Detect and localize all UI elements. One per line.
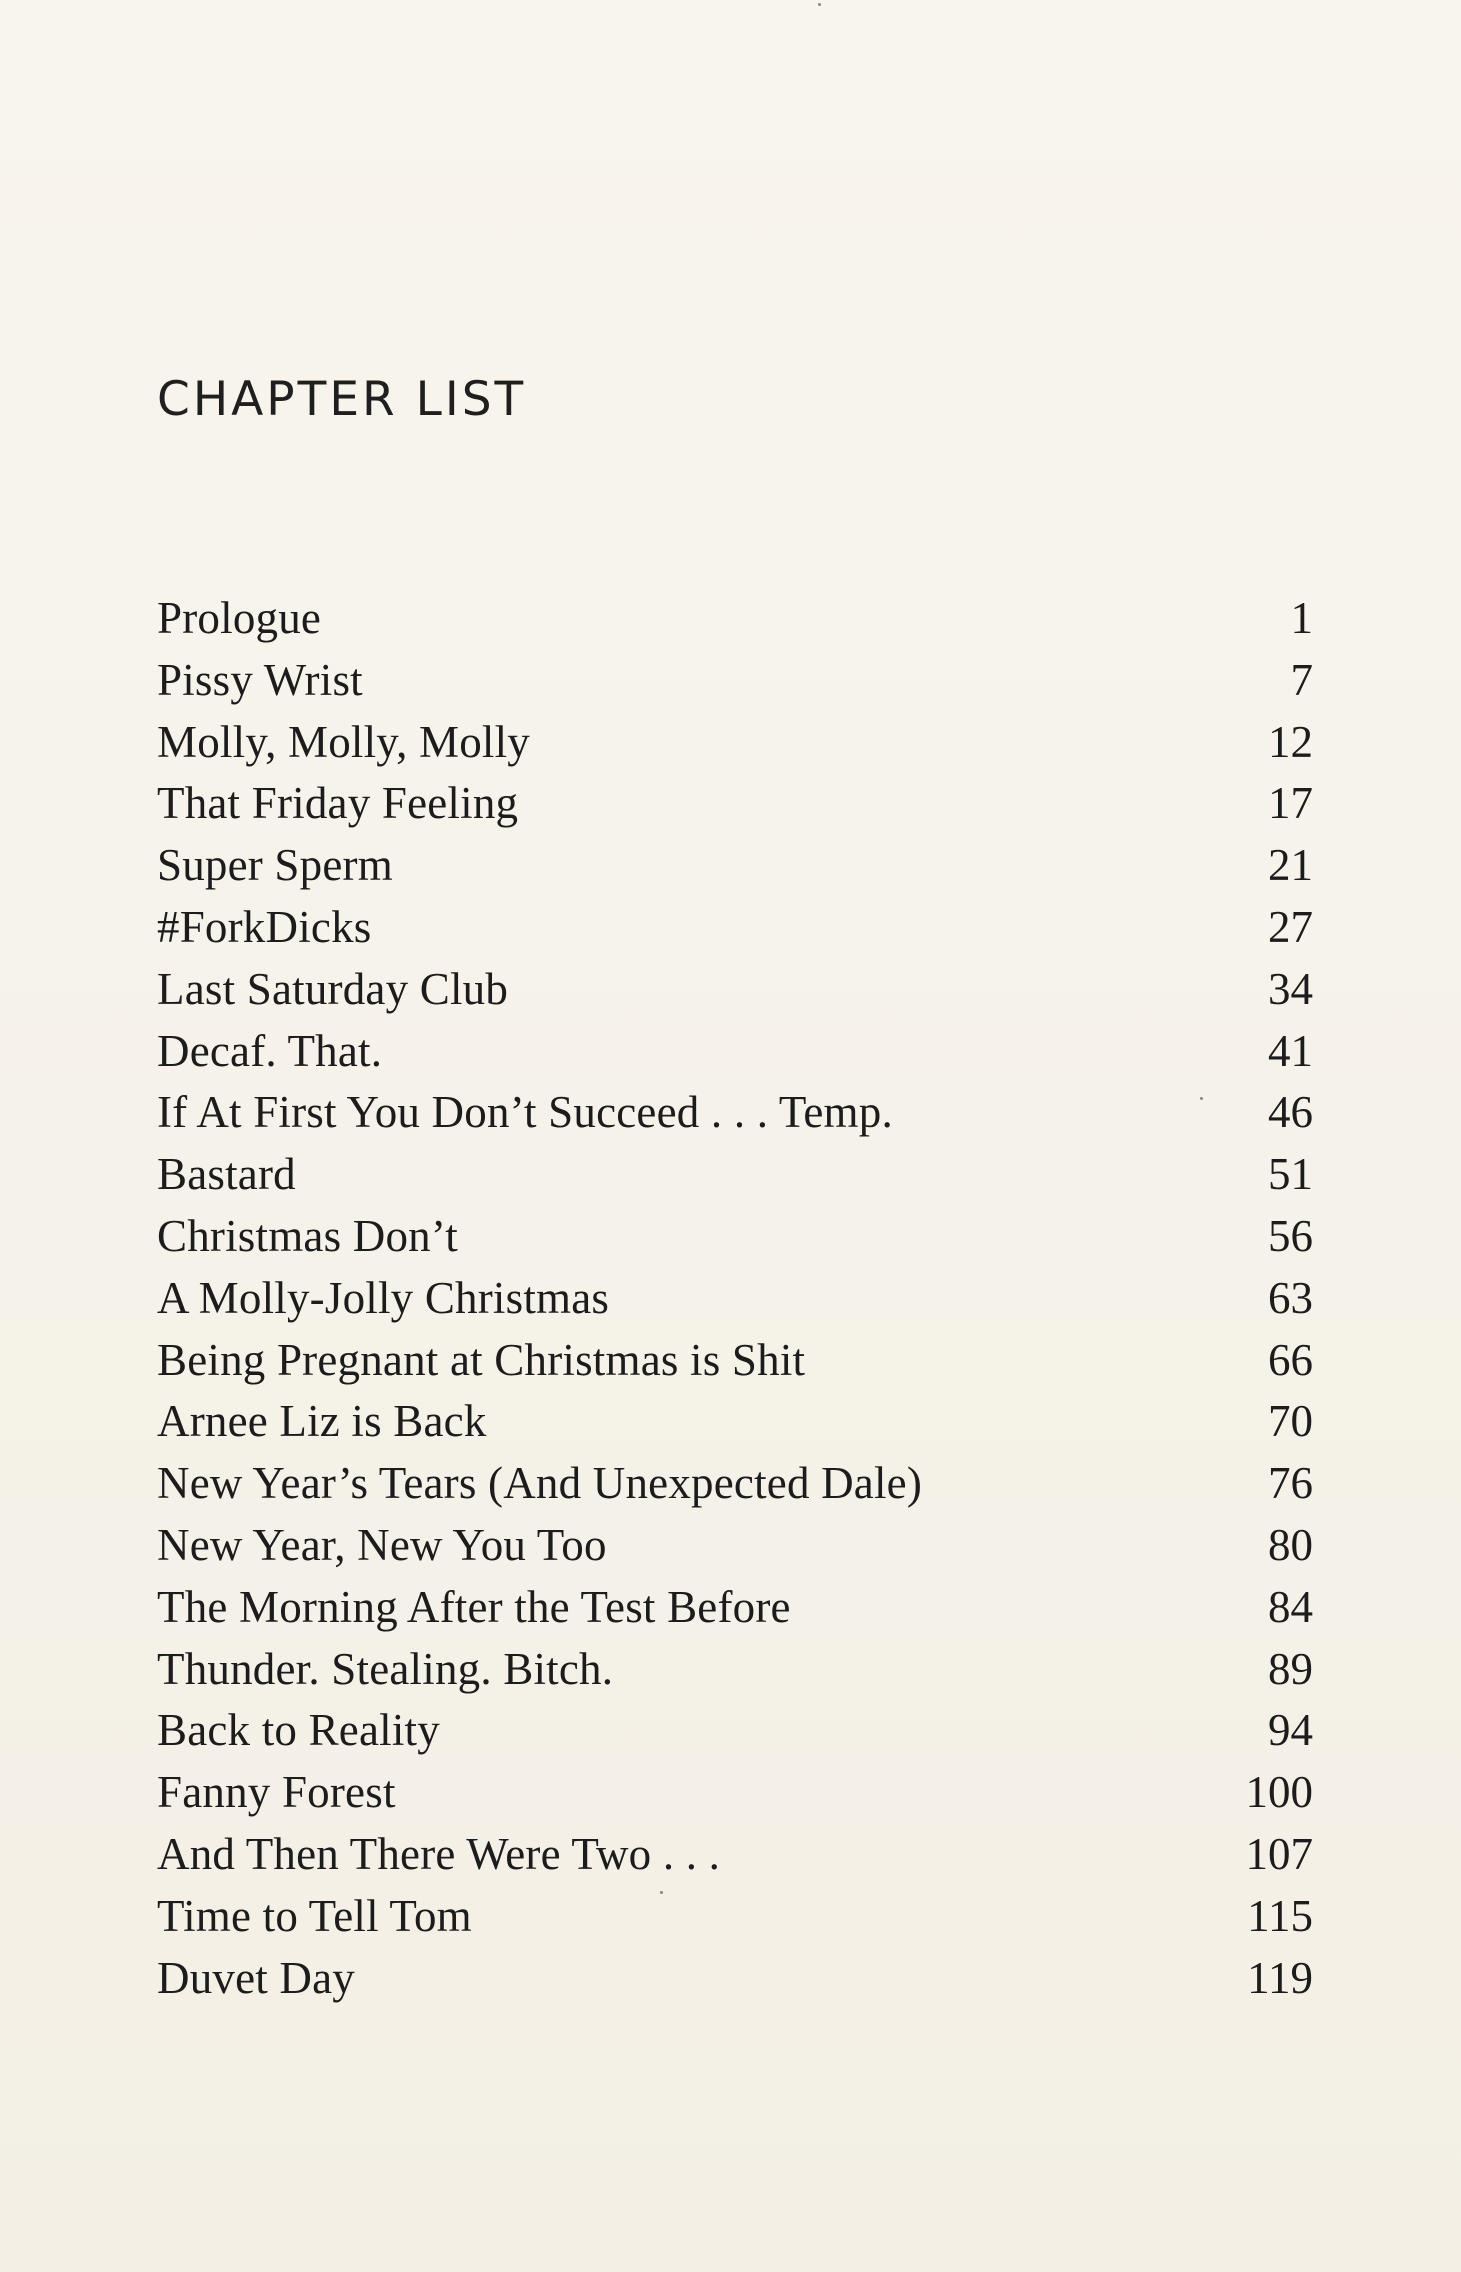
chapter-entry (157, 1577, 1313, 1639)
chapter-title: Christmas Don’t (157, 1210, 458, 1261)
chapter-page-number: 115 (1247, 1890, 1313, 1941)
chapter-title: Prologue (157, 593, 322, 643)
chapter-title: If At First You Don’t Succeed . . . Temp. (157, 1087, 893, 1138)
chapter-entry (157, 1268, 1313, 1330)
chapter-entry (157, 588, 1313, 650)
chapter-title: Thunder. Stealing. Bitch. (157, 1643, 614, 1694)
chapter-page-number: 100 (1245, 1767, 1313, 1818)
chapter-page-number: 27 (1268, 901, 1313, 952)
chapter-page-number: 21 (1268, 840, 1313, 891)
chapter-entry (157, 1700, 1313, 1762)
chapter-page-number: 80 (1268, 1519, 1313, 1570)
chapter-entry (157, 1948, 1313, 2010)
chapter-title: Back to Reality (157, 1705, 440, 1756)
chapter-entry (157, 1082, 1313, 1144)
chapter-entry (157, 959, 1313, 1021)
chapter-page-number: 89 (1268, 1643, 1313, 1694)
chapter-entry (157, 1391, 1313, 1453)
chapter-page-number: 119 (1247, 1952, 1313, 2003)
chapter-entry (157, 835, 1313, 897)
chapter-entry (157, 897, 1313, 959)
chapter-page-number: 7 (1290, 654, 1313, 705)
paper-speck (1200, 1097, 1203, 1100)
chapter-title: And Then There Were Two . . . (157, 1828, 721, 1879)
chapter-page-number: 107 (1245, 1828, 1313, 1879)
chapter-page-number: 63 (1268, 1272, 1313, 1323)
chapter-entry (157, 1886, 1313, 1948)
chapter-entry (157, 1206, 1313, 1268)
chapter-title: Super Sperm (157, 840, 393, 891)
chapter-title: That Friday Feeling (157, 778, 519, 829)
chapter-title: Molly, Molly, Molly (157, 716, 531, 767)
chapter-page-number: 76 (1268, 1458, 1313, 1509)
chapter-page-number: 84 (1268, 1581, 1313, 1632)
chapter-page-number: 51 (1268, 1149, 1313, 1200)
chapter-page-number: 34 (1268, 963, 1313, 1014)
chapter-title: New Year, New You Too (157, 1519, 607, 1570)
chapter-title: The Morning After the Test Before (157, 1581, 791, 1632)
chapter-entry (157, 773, 1313, 835)
chapter-page-number: 46 (1268, 1087, 1313, 1138)
chapter-list (157, 588, 1313, 2009)
chapter-title: A Molly-Jolly Christmas (157, 1272, 610, 1323)
page-title: CHAPTER LIST (157, 372, 527, 427)
chapter-entry (157, 1515, 1313, 1577)
chapter-title: Last Saturday Club (157, 963, 509, 1014)
chapter-title: Arnee Liz is Back (157, 1396, 487, 1447)
chapter-title: New Year’s Tears (And Unexpected Dale) (157, 1458, 923, 1509)
chapter-entry (157, 1762, 1313, 1824)
chapter-page-number: 94 (1268, 1705, 1313, 1756)
paper-speck (660, 1891, 663, 1894)
chapter-title: Pissy Wrist (157, 654, 363, 705)
chapter-entry (157, 1453, 1313, 1515)
chapter-page-number: 70 (1268, 1396, 1313, 1447)
chapter-page-number: 41 (1268, 1025, 1313, 1076)
paper-speck (818, 3, 821, 6)
chapter-entry (157, 712, 1313, 774)
chapter-title: Bastard (157, 1149, 296, 1200)
chapter-page-number: 56 (1268, 1210, 1313, 1261)
chapter-title: #ForkDicks (157, 901, 372, 952)
chapter-entry (157, 650, 1313, 712)
chapter-title: Being Pregnant at Christmas is Shit (157, 1334, 806, 1385)
chapter-entry (157, 1824, 1313, 1886)
chapter-page-number: 17 (1268, 778, 1313, 829)
chapter-title: Time to Tell Tom (157, 1890, 472, 1941)
chapter-entry (157, 1330, 1313, 1392)
chapter-title: Decaf. That. (157, 1025, 383, 1076)
chapter-entry (157, 1639, 1313, 1701)
chapter-page-number: 12 (1268, 716, 1313, 767)
chapter-page-number: 66 (1268, 1334, 1313, 1385)
chapter-entry (157, 1021, 1313, 1083)
chapter-page-number: 1 (1290, 593, 1313, 643)
chapter-title: Fanny Forest (157, 1767, 396, 1818)
chapter-title: Duvet Day (157, 1952, 355, 2003)
chapter-entry (157, 1144, 1313, 1206)
